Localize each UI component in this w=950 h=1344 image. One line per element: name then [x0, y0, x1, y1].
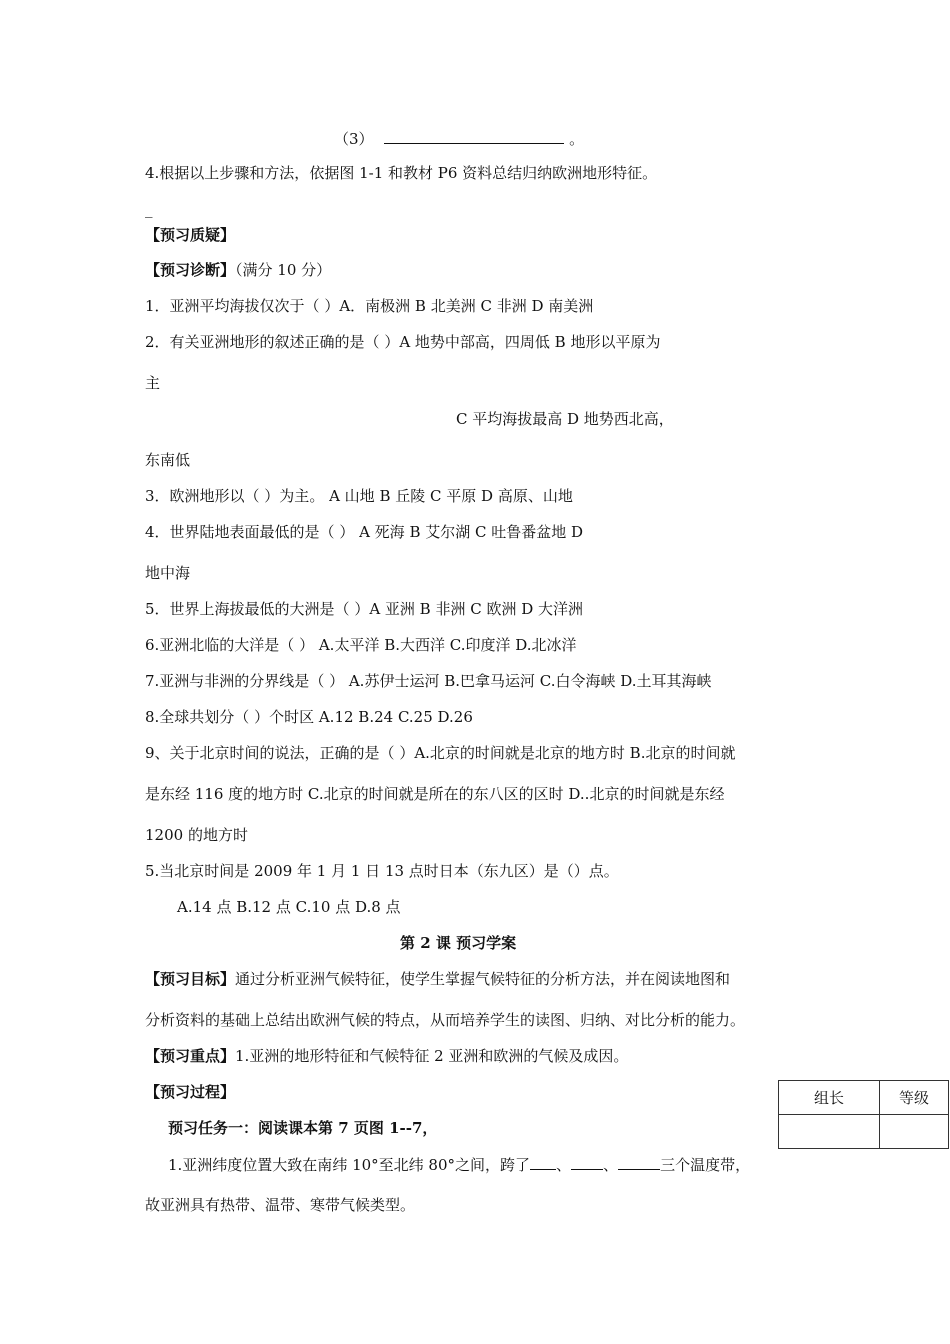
separator: 、 — [603, 1156, 619, 1174]
question-2-wrap: 主 — [145, 374, 161, 392]
question-3: 3．欧洲地形以（ ）为主。 A 山地 B 丘陵 C 平原 D 高原、山地 — [145, 487, 573, 505]
task-1-question-1-wrap: 故亚洲具有热带、温带、寒带气候类型。 — [145, 1196, 416, 1214]
preview-focus-text: 1.亚洲的地形特征和气候特征 2 亚洲和欧洲的气候及成因。 — [235, 1047, 629, 1065]
preview-diagnosis-heading: 【预习诊断】 — [145, 261, 236, 279]
preview-goal-wrap: 分析资料的基础上总结出欧洲气候的特点，从而培养学生的读图、归纳、对比分析的能力。 — [145, 1011, 746, 1029]
temperature-zone-blank-2[interactable] — [571, 1154, 603, 1170]
task-1-q1-end: 三个温度带， — [660, 1156, 751, 1174]
temperature-zone-blank-1[interactable] — [530, 1154, 556, 1170]
answer-blank[interactable] — [384, 128, 564, 144]
question-9-wrap-2: 1200 的地方时 — [145, 826, 248, 844]
lesson-2-title: 第 2 课 预习学案 — [400, 934, 517, 952]
question-4-wrap: 地中海 — [145, 564, 191, 582]
preview-goal-line — [145, 969, 730, 989]
preview-focus-line — [145, 1046, 628, 1066]
question-1: 1．亚洲平均海拔仅次于（ ）A．南极洲 B 北美洲 C 非洲 D 南美洲 — [145, 297, 594, 315]
temperature-zone-blank-3[interactable] — [618, 1154, 660, 1170]
question-9-wrap: 是东经 116 度的地方时 C.北京的时间就是所在的东八区的区时 D..北京的时间就是东经 — [145, 785, 725, 803]
preview-process-heading: 【预习过程】 — [145, 1083, 236, 1101]
group-leader-header: 组长 — [779, 1081, 880, 1115]
question-2-wrap-2: 东南低 — [145, 451, 191, 469]
question-10: 5.当北京时间是 2009 年 1 月 1 日 13 点时日本（东九区）是（）点。 — [145, 862, 619, 880]
preview-focus-heading: 【预习重点】 — [145, 1047, 236, 1065]
task-1-heading: 预习任务一：阅读课本第 7 页图 1--7， — [168, 1119, 438, 1137]
question-4: 4．世界陆地表面最低的是（ ） A 死海 B 艾尔湖 C 吐鲁番盆地 D — [145, 523, 584, 541]
step-4-text: 4.根据以上步骤和方法，依据图 1-1 和教材 P6 资料总结归纳欧洲地形特征。 — [145, 164, 658, 182]
question-8: 8.全球共划分（ ）个时区 A.12 B.24 C.25 D.26 — [145, 708, 473, 726]
preview-goal-heading: 【预习目标】 — [145, 970, 236, 988]
question-2: 2．有关亚洲地形的叙述正确的是（ ）A 地势中部高，四周低 B 地形以平原为 — [145, 333, 661, 351]
question-5: 5．世界上海拔最低的大洲是（ ）A 亚洲 B 非洲 C 欧洲 D 大洋洲 — [145, 600, 584, 618]
score-note: （满分 10 分） — [235, 261, 332, 279]
question-6: 6.亚洲北临的大洋是（ ） A.太平洋 B.大西洋 C.印度洋 D.北冰洋 — [145, 636, 577, 654]
question-7: 7.亚洲与非洲的分界线是（ ） A.苏伊士运河 B.巴拿马运河 C.白令海峡 D.土耳其海峡 — [145, 672, 712, 690]
fill-item-3 — [334, 128, 584, 149]
task-1-question-1 — [168, 1154, 750, 1175]
grade-cell[interactable] — [880, 1115, 949, 1149]
preview-goal-text: 通过分析亚洲气候特征，使学生掌握气候特征的分析方法，并在阅读地图和 — [235, 970, 731, 988]
stray-underscore: _ — [145, 200, 153, 218]
grade-table — [778, 1080, 949, 1149]
question-9: 9、关于北京时间的说法，正确的是（ ）A.北京的时间就是北京的地方时 B.北京的时间就 — [145, 744, 736, 762]
question-10-options: A.14 点 B.12 点 C.10 点 D.8 点 — [177, 898, 401, 916]
group-leader-cell[interactable] — [779, 1115, 880, 1149]
preview-doubt-heading: 【预习质疑】 — [145, 226, 236, 244]
separator: 、 — [556, 1156, 572, 1174]
grade-header: 等级 — [880, 1081, 949, 1115]
question-2-options-cd: C 平均海拔最高 D 地势西北高， — [456, 410, 674, 428]
task-1-q1-text: 1.亚洲纬度位置大致在南纬 10°至北纬 80°之间，跨了 — [168, 1156, 531, 1174]
item-3-end: 。 — [569, 130, 585, 148]
preview-diagnosis-line — [145, 260, 331, 280]
item-3-label: （3） — [334, 130, 374, 148]
